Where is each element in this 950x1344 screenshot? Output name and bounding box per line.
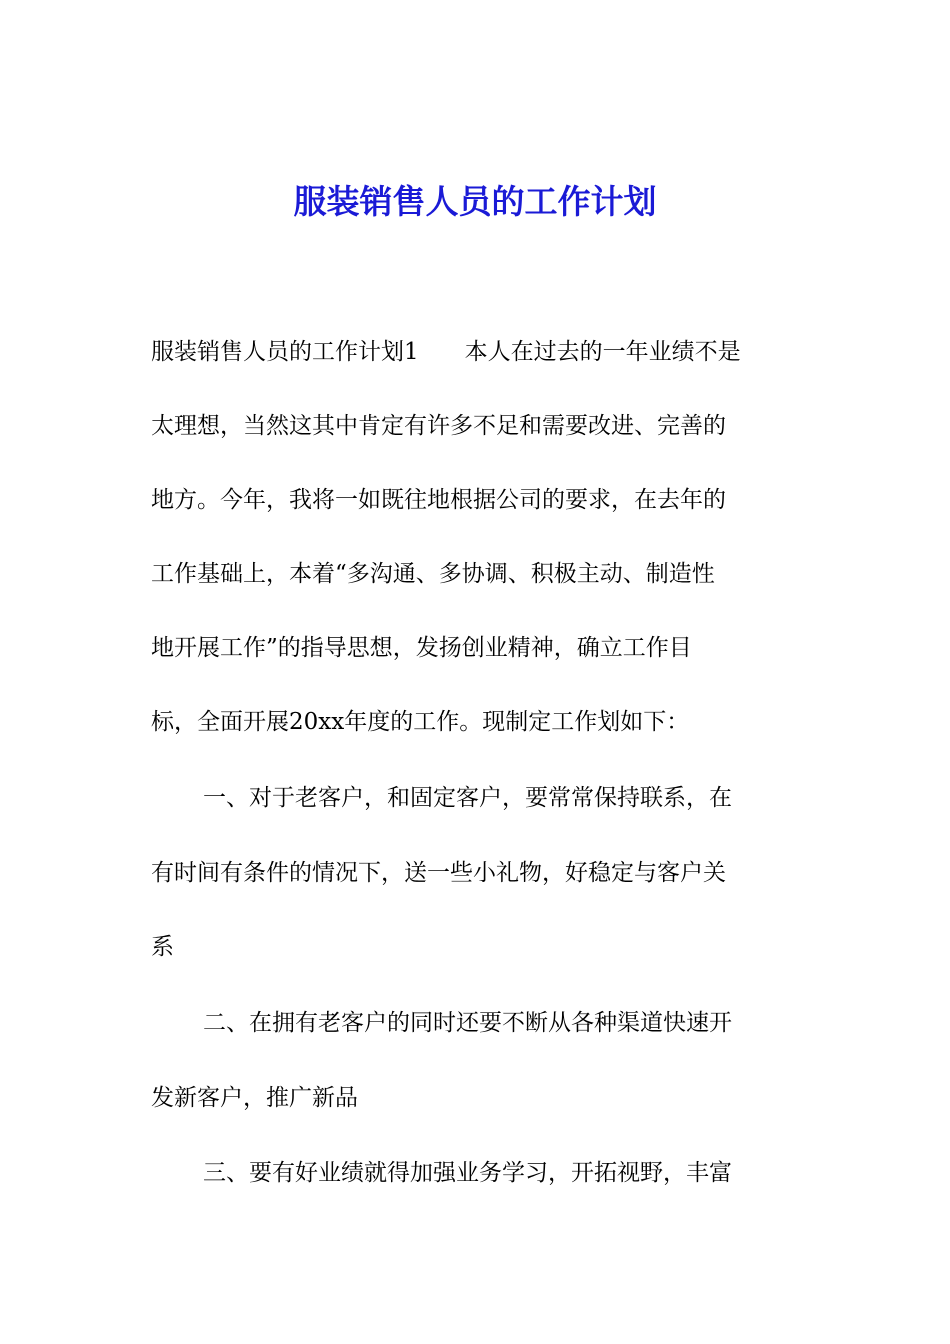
list-item-line: 发新客户，推广新品 [151,1085,358,1111]
list-item-line: 二、在拥有老客户的同时还要不断从各种渠道快速开 [203,1010,732,1036]
list-item-line: 有时间有条件的情况下，送一些小礼物，好稳定与客户关 [151,860,726,886]
list-item-line: 三、要有好业绩就得加强业务学习，开拓视野，丰富 [203,1160,732,1186]
list-item-line: 系 [151,934,174,960]
paragraph-line: 服装销售人员的工作计划1 本人在过去的一年业绩不是 [151,339,741,365]
paragraph-line: 地方。今年，我将一如既往地根据公司的要求，在去年的 [151,487,726,513]
paragraph-line: 地开展工作”的指导思想，发扬创业精神，确立工作目 [151,635,692,661]
document-title: 服装销售人员的工作计划 [293,182,657,221]
paragraph-line: 工作基础上，本着“多沟通、多协调、积极主动、制造性 [151,561,715,587]
paragraph-line: 太理想，当然这其中肯定有许多不足和需要改进、完善的 [151,413,726,439]
list-item-line: 一、对于老客户，和固定客户，要常常保持联系，在 [203,785,732,811]
paragraph-line: 标，全面开展20xx年度的工作。现制定工作划如下： [151,709,690,735]
